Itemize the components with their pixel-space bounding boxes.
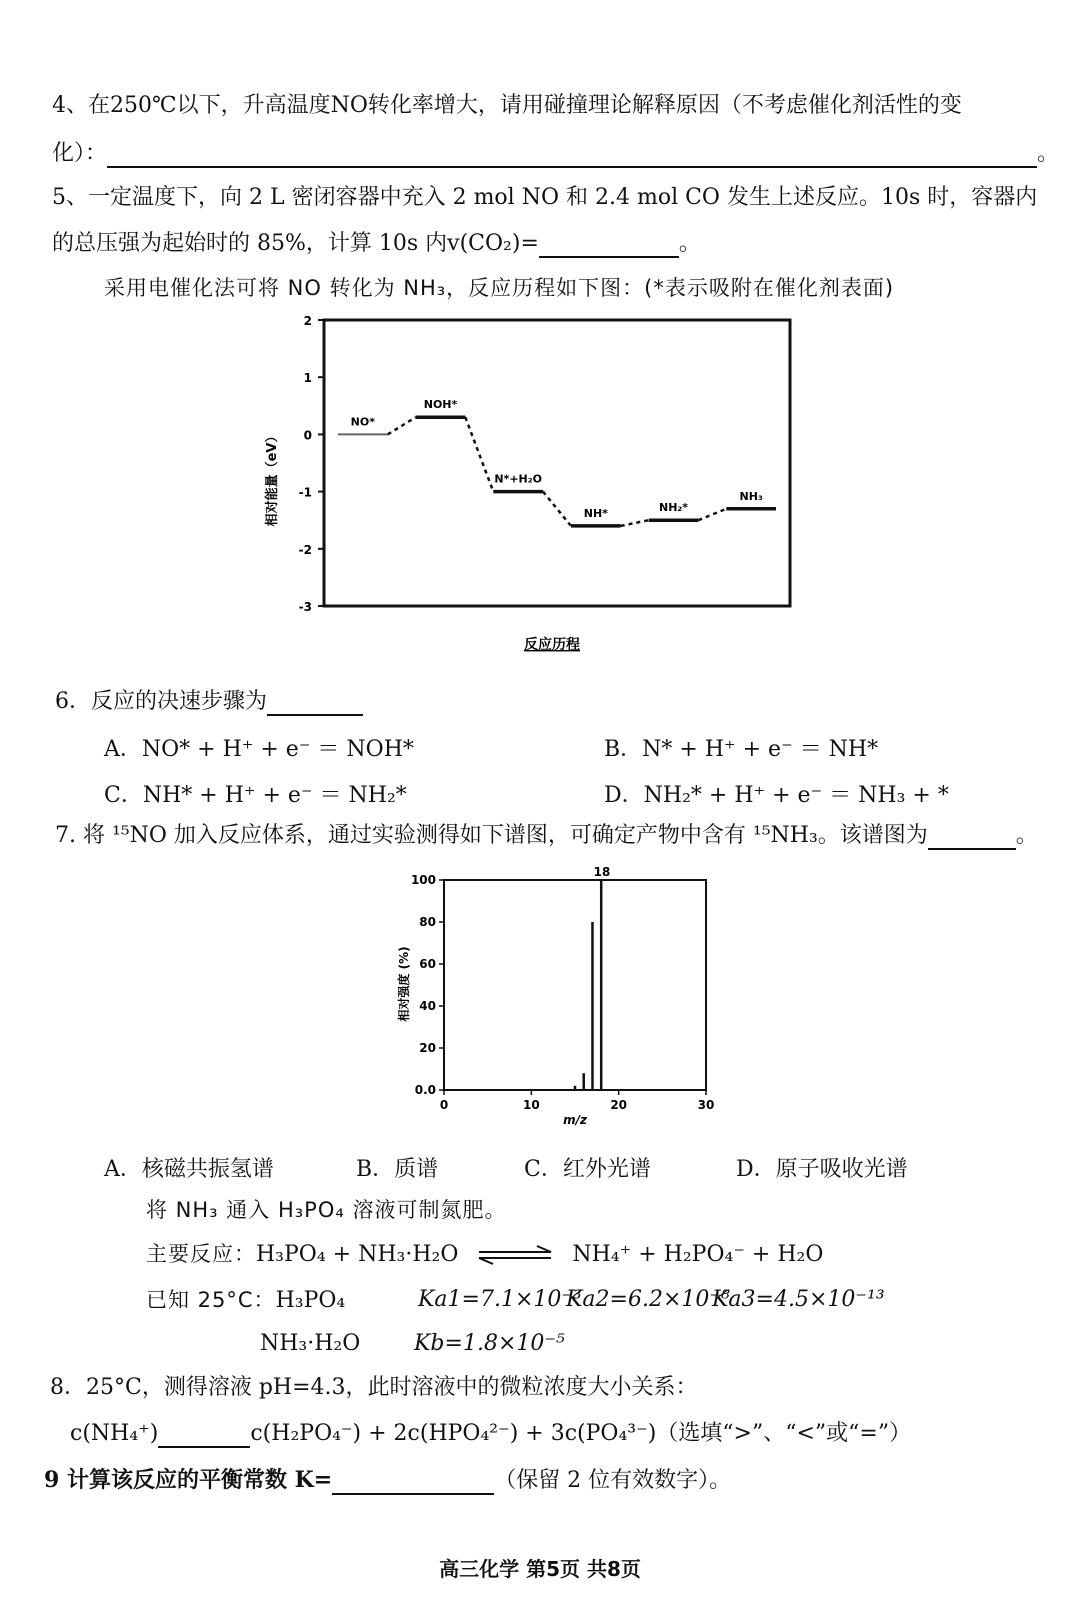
kb: Kb=1.8×10⁻⁵ [414,1331,565,1356]
known-row1 [146,1286,345,1315]
q7-stem-text: 7. 将 ¹⁵NO 加入反应体系，通过实验测得如下谱图，可确定产物中含有 ¹⁵NH₃。该谱图为 [55,823,928,848]
q6-stem-text: 6．反应的决速步骤为 [55,689,267,714]
q4-answer-blank[interactable] [107,144,1037,168]
q6-option-d[interactable]: D．NH₂* + H⁺ + e⁻ ＝ NH₃ + * [604,783,949,808]
q6-stem [55,688,363,716]
energy-level-label: NH₂* [659,501,688,515]
ms-xtick-label: 30 [697,1098,715,1112]
q9-answer-blank[interactable] [332,1471,494,1495]
q4-label: 化）： [52,141,108,166]
q8-relation [70,1420,911,1448]
main-reaction-label: 主要反应： [146,1242,256,1266]
mass-spectrum-chart [390,862,730,1132]
energy-connector [621,520,649,526]
q4-line2 [52,140,1059,168]
q5-label: 的总压强为起始时的 85%，计算 10s 内v(CO₂)= [52,231,539,256]
ka1: Ka1=7.1×10⁻³ [418,1287,582,1312]
q6-answer-blank[interactable] [267,692,363,716]
q7-option-b[interactable]: B．质谱 [356,1157,439,1182]
intro-h3po4: 将 NH₃ 通入 H₃PO₄ 溶液可制氮肥。 [146,1198,507,1222]
energy-ylabel: 相对能量（eV） [265,429,280,527]
known-acid: H₃PO₄ [275,1288,346,1313]
energy-ytick-label: 1 [303,371,312,386]
energy-chart-frame [324,320,790,606]
ms-ytick-label: 20 [419,1041,436,1055]
q5-answer-blank[interactable] [539,234,679,258]
q5-line1: 5、一定温度下，向 2 L 密闭容器中充入 2 mol NO 和 2.4 mol CO 发生上述反应。10s 时，容器内 [52,185,1038,210]
ka3: Ka3=4.5×10⁻¹³ [712,1287,885,1312]
ms-xtick-label: 10 [522,1098,540,1112]
q7-end: 。 [1015,823,1038,848]
energy-connector [465,417,493,491]
q6-option-a[interactable]: A．NO* + H⁺ + e⁻ ＝ NOH* [104,737,414,762]
energy-ytick-label: -3 [298,600,312,614]
energy-connector [698,509,726,520]
energy-profile-chart [250,308,810,658]
ms-ytick-label: 80 [419,915,436,929]
q8-left: c(NH₄⁺) [70,1421,159,1446]
energy-level-label: NO* [350,415,375,429]
q7-option-d[interactable]: D．原子吸收光谱 [736,1157,908,1182]
q4-end: 。 [1037,141,1060,166]
main-reaction-right: NH₄⁺ + H₂PO₄⁻ + H₂O [572,1242,824,1267]
energy-xlabel: 反应历程 [524,637,580,653]
energy-ytick-label: 0 [303,428,312,443]
known-label: 已知 25°C： [146,1288,276,1312]
ms-peak-label: 18 [593,865,611,879]
energy-connector [543,492,571,526]
page-footer: 高三化学 第5页 共8页 [439,1557,641,1581]
energy-level-label: NOH* [423,398,458,412]
energy-ytick-label: 2 [303,314,312,328]
q7-option-a[interactable]: A．核磁共振氢谱 [104,1157,274,1182]
ms-xlabel: m/z [563,1113,587,1127]
q8-right: c(H₂PO₄⁻) + 2c(HPO₄²⁻) + 3c(PO₄³⁻)（选填“>”、“<”或“=”） [250,1421,912,1446]
ms-xtick-label: 0 [439,1098,449,1112]
ms-ytick-label: 60 [419,957,436,971]
q9 [44,1466,731,1495]
q9-end: （保留 2 位有效数字）。 [494,1468,732,1493]
known-base: NH₃·H₂O [260,1331,361,1356]
q7-answer-blank[interactable] [928,826,1016,850]
q5-end: 。 [678,231,701,256]
q7-stem [55,822,1038,850]
q6-option-c[interactable]: C．NH* + H⁺ + e⁻ ＝ NH₂* [104,783,407,808]
ms-ytick-label: 40 [419,999,436,1013]
q5-line2 [52,230,701,258]
ms-ylabel: 相对强度 (%) [397,946,411,1022]
ms-ytick-label: 100 [410,873,436,887]
q7-option-c[interactable]: C．红外光谱 [524,1157,651,1182]
q8-stem: 8．25°C，测得溶液 pH=4.3，此时溶液中的微粒浓度大小关系： [50,1375,698,1400]
energy-ytick-label: -2 [298,542,312,557]
ms-xtick-label: 20 [610,1098,628,1112]
ms-ytick-label: 0.0 [414,1083,436,1097]
q9-stem: 9 计算该反应的平衡常数 K= [44,1467,333,1493]
energy-level-label: NH₃ [739,489,763,503]
q4-line1: 4、在250℃以下，升高温度NO转化率增大，请用碰撞理论解释原因（不考虑催化剂活性的变 [52,93,962,118]
q6-option-b[interactable]: B．N* + H⁺ + e⁻ ＝ NH* [604,737,879,762]
ka2: Ka2=6.2×10⁻⁸ [566,1287,730,1312]
equilibrium-arrow-icon [475,1245,555,1265]
main-reaction [146,1240,823,1269]
ms-chart-frame [444,880,706,1090]
intro-nh3: 采用电催化法可将 NO 转化为 NH₃，反应历程如下图：(*表示吸附在催化剂表面) [104,276,895,300]
energy-connector [388,417,416,434]
energy-ytick-label: -1 [298,485,312,500]
main-reaction-left: H₃PO₄ + NH₃·H₂O [256,1242,459,1267]
energy-level-label: N*+H₂O [494,472,542,486]
q8-answer-blank[interactable] [158,1424,250,1448]
energy-level-label: NH* [583,506,608,520]
